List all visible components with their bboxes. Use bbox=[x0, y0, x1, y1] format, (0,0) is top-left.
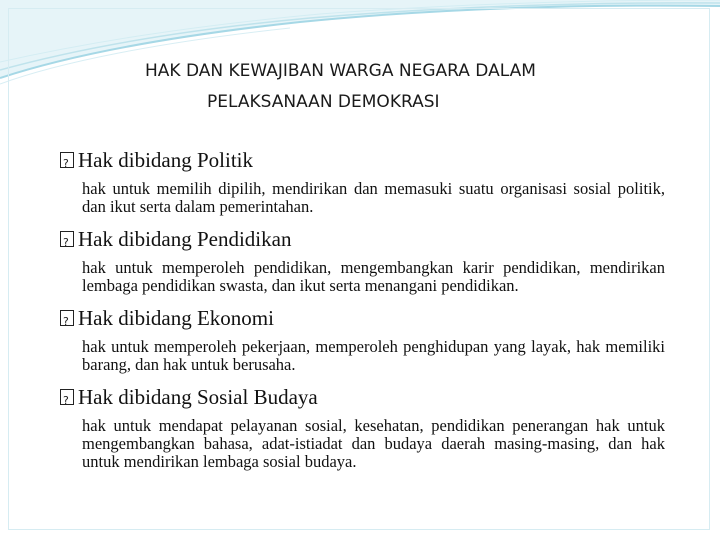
square-bullet-icon bbox=[60, 389, 74, 405]
section-heading-pendidikan bbox=[60, 225, 665, 253]
title-line-1: HAK DAN KEWAJIBAN WARGA NEGARA DALAM bbox=[145, 61, 536, 81]
section-text-pendidikan: hak untuk memperoleh pendidikan, mengembangkan karir pendidikan, mendirikan lembaga pendidikan swasta, dan ikut serta menangani pendidikan. bbox=[82, 258, 665, 295]
title-line-2: PELAKSANAAN DEMOKRASI bbox=[207, 92, 440, 112]
square-bullet-icon bbox=[60, 310, 74, 326]
square-bullet-icon bbox=[60, 231, 74, 247]
section-heading-sosial-budaya bbox=[60, 383, 665, 411]
square-bullet-icon bbox=[60, 152, 74, 168]
slide-content bbox=[60, 146, 665, 471]
section-text-sosial-budaya: hak untuk mendapat pelayanan sosial, kesehatan, pendidikan penerangan hak untuk mengembangkan bahasa, adat-istiadat dan budaya daerah masing-masing, dan hak untuk mendirikan lembaga sosial budaya. bbox=[82, 416, 665, 471]
section-heading-text: Hak dibidang Pendidikan bbox=[78, 227, 292, 251]
section-heading-ekonomi bbox=[60, 304, 665, 332]
section-heading-politik bbox=[60, 146, 665, 174]
section-heading-text: Hak dibidang Sosial Budaya bbox=[78, 385, 318, 409]
section-heading-text: Hak dibidang Ekonomi bbox=[78, 306, 274, 330]
section-text-ekonomi: hak untuk memperoleh pekerjaan, memperoleh penghidupan yang layak, hak memiliki barang, dan hak untuk berusaha. bbox=[82, 337, 665, 374]
section-heading-text: Hak dibidang Politik bbox=[78, 148, 253, 172]
section-text-politik: hak untuk memilih dipilih, mendirikan dan memasuki suatu organisasi sosial politik, dan ikut serta dalam pemerintahan. bbox=[82, 179, 665, 216]
